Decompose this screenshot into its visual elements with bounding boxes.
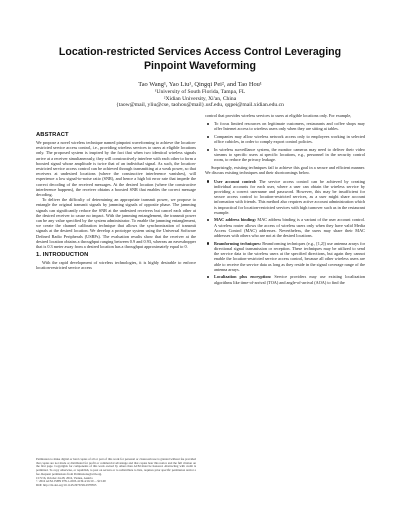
introduction-paragraph-1: With the rapid development of wireless technologies, it is highly desirable to enforce location-restricted service access xyxy=(36,260,196,271)
list-item xyxy=(205,274,365,284)
abstract-heading: ABSTRACT xyxy=(36,132,69,138)
list-item-lead: Beamforming techniques: xyxy=(214,240,262,246)
permission-notice: Permission to make digital or hard copies of all or part of this work for personal or classroom use is granted without fee provided that copies are not made or distributed for profit or commercial advantage and that copies bear this notice and the full citation on the first page. Copyrights for components of this work owned by others than ACM must be honored. Abstracting with credit is permitted. To copy otherwise, or republish, to post on servers or to redistribute to lists, requires prior specific permission and/or a fee. Request permissions from Permissions@acm.org. xyxy=(36,457,196,476)
abstract-paragraph-1: We propose a novel wireless technique named pinpoint waveforming to achieve the location-restricted service access control, i.e., providing wireless services to users at eligible locations only. The proposed system is inspired by the fact that when two identical wireless signals arrive at a receiver simultaneously, they will constructively interfere with each other to form a boosted signal whose amplitude is twice that of an individual signal. As such, the location-restricted service access control can be achieved through transmitting at a weak power, so that receivers at undesired locations (where the constructive interference vanishes), will experience a low signal-to-noise ratio (SNR), and hence a high bit error rate that impede the correct decoding of the received messages. At the desired location (where the constructive interference happens), the receiver obtains a boosted SNR that enables the correct message decoding. xyxy=(36,140,196,198)
author-names: Tao Wang¹, Yao Liu¹, Qingqi Pei², and Tao Hou¹ xyxy=(138,81,262,88)
list-item xyxy=(205,121,365,131)
affiliation-1: ¹University of South Florida, Tampa, FL xyxy=(154,89,246,96)
list-item xyxy=(205,179,365,215)
list-item xyxy=(205,134,365,144)
list-item-text: In wireless surveillance system, the monitor cameras may need to deliver their video streams to specific users at specific locations, e.g., personnel in the security control room, to reduce the privacy leakage. xyxy=(214,147,365,163)
title-line-2: Pinpoint Waveforming xyxy=(143,60,256,72)
introduction-heading: 1. INTRODUCTION xyxy=(36,252,89,259)
doi-line: DOI: http://dx.doi.org/10.1145/2976749.2978395 xyxy=(36,482,97,487)
example-list xyxy=(205,121,365,162)
technique-list xyxy=(205,179,365,285)
list-item-text: MAC address binding is a variant of the user account control. A wireless router allows the access of wireless users only when they have valid Media Access Control (MAC) addresses. Nevertheless, the users may share their MAC addresses with others who are not at the desired locations. xyxy=(214,217,365,239)
affiliation-2: ²Xidian University, Xi'an, China xyxy=(163,95,237,102)
list-item-lead: User account control: xyxy=(214,178,257,184)
list-item-text: The service access control can be achieved by creating individual accounts for each user, where a user can obtain the wireless service by providing a correct username and password. However, this may be insufficient for secure access control to location-restricted services, as a user might share account information with friends. This method also requires active account administration which is impractical for location-restricted services with high turnover such as in the restaurant example. xyxy=(214,178,365,215)
bullet-icon xyxy=(207,149,209,151)
conference-info: CCS'16, October 24-28, 2016, Vienna, Austria xyxy=(36,475,93,480)
copyright-line: © 2016 ACM. ISBN 978-1-4503-4139-4/16/10 ... $15.00 xyxy=(36,479,106,484)
surprise-paragraph: Surprisingly, existing techniques fail to achieve this goal in a secure and efficient manner. We discuss existing techniques and their shortcomings below. xyxy=(205,165,365,176)
intro-continuation: control that provides wireless services to users at eligible locations only. For example, xyxy=(205,113,352,118)
bullet-icon xyxy=(207,123,209,125)
list-item-text: Companies may allow wireless network access only to employees working in selected office cubicles, in order to comply export control policies. xyxy=(214,134,365,145)
list-item-text: Beamforming techniques (e.g., [1,2]) use antenna arrays for directional signal transmission or reception. These techniques may be utilized to send the service data to the wireless users at the specified directions, but again they cannot enable the location-restricted service access control, because all other wireless users are able to receive the service data as long as they reside in the signal coverage range of the antenna arrays. xyxy=(214,240,366,272)
list-item-text: Service providers may use existing localization algorithms like time-of-arrival (TOA) and angle-of-arrival (AOA) to find the xyxy=(214,274,365,285)
right-column xyxy=(205,113,365,287)
bullet-icon xyxy=(207,136,209,138)
bullet-icon xyxy=(207,180,209,182)
left-column xyxy=(36,132,196,271)
bullet-icon xyxy=(207,242,209,244)
abstract-paragraph-2: To deliver the difficulty of determining an appropriate transmit power, we propose to entangle the original transmit signals by jamming signals of opposite phase. The jamming signals can significantly reduce the SNR at the undesired receivers but cancel each other at the desired receiver to cause no impact. With the jamming entanglement, the transmit power can be any value specified by the system administrator. To enable the jamming entanglement, we create the channel calibration technique that allows the synchronization of transmit signals at the desired location. We develop a prototype system using the Universal Software Defined Radio Peripherals (USRPs). The evaluation results show that the receiver at the desired location obtains a throughput ranging between 0.9 and 0.93, whereas an eavesdropper that is 0.3 meter away from a desired location has a throughput approximately equal to 0. xyxy=(36,197,196,250)
list-item xyxy=(205,241,365,272)
paper-title xyxy=(40,45,360,73)
author-emails: {taow@mail, yliu@cse, taohou@mail}.usf.edu, qqpei@mail.xidian.edu.cn xyxy=(116,102,284,109)
list-item-lead: Localization plus encryption: xyxy=(214,274,272,280)
author-block xyxy=(30,82,370,109)
title-line-1: Location-restricted Services Access Control Leveraging xyxy=(58,46,342,58)
list-item-text: To focus limited resources on legitimate customers, restaurants and coffee shops may offer Internet access to wireless users only when they are sitting at tables. xyxy=(214,121,365,132)
copyright-footnote xyxy=(36,458,196,488)
list-item-lead: MAC address binding: xyxy=(214,217,257,223)
bullet-icon xyxy=(207,276,209,278)
bullet-icon xyxy=(207,219,209,221)
list-item xyxy=(205,217,365,238)
list-item xyxy=(205,147,365,163)
